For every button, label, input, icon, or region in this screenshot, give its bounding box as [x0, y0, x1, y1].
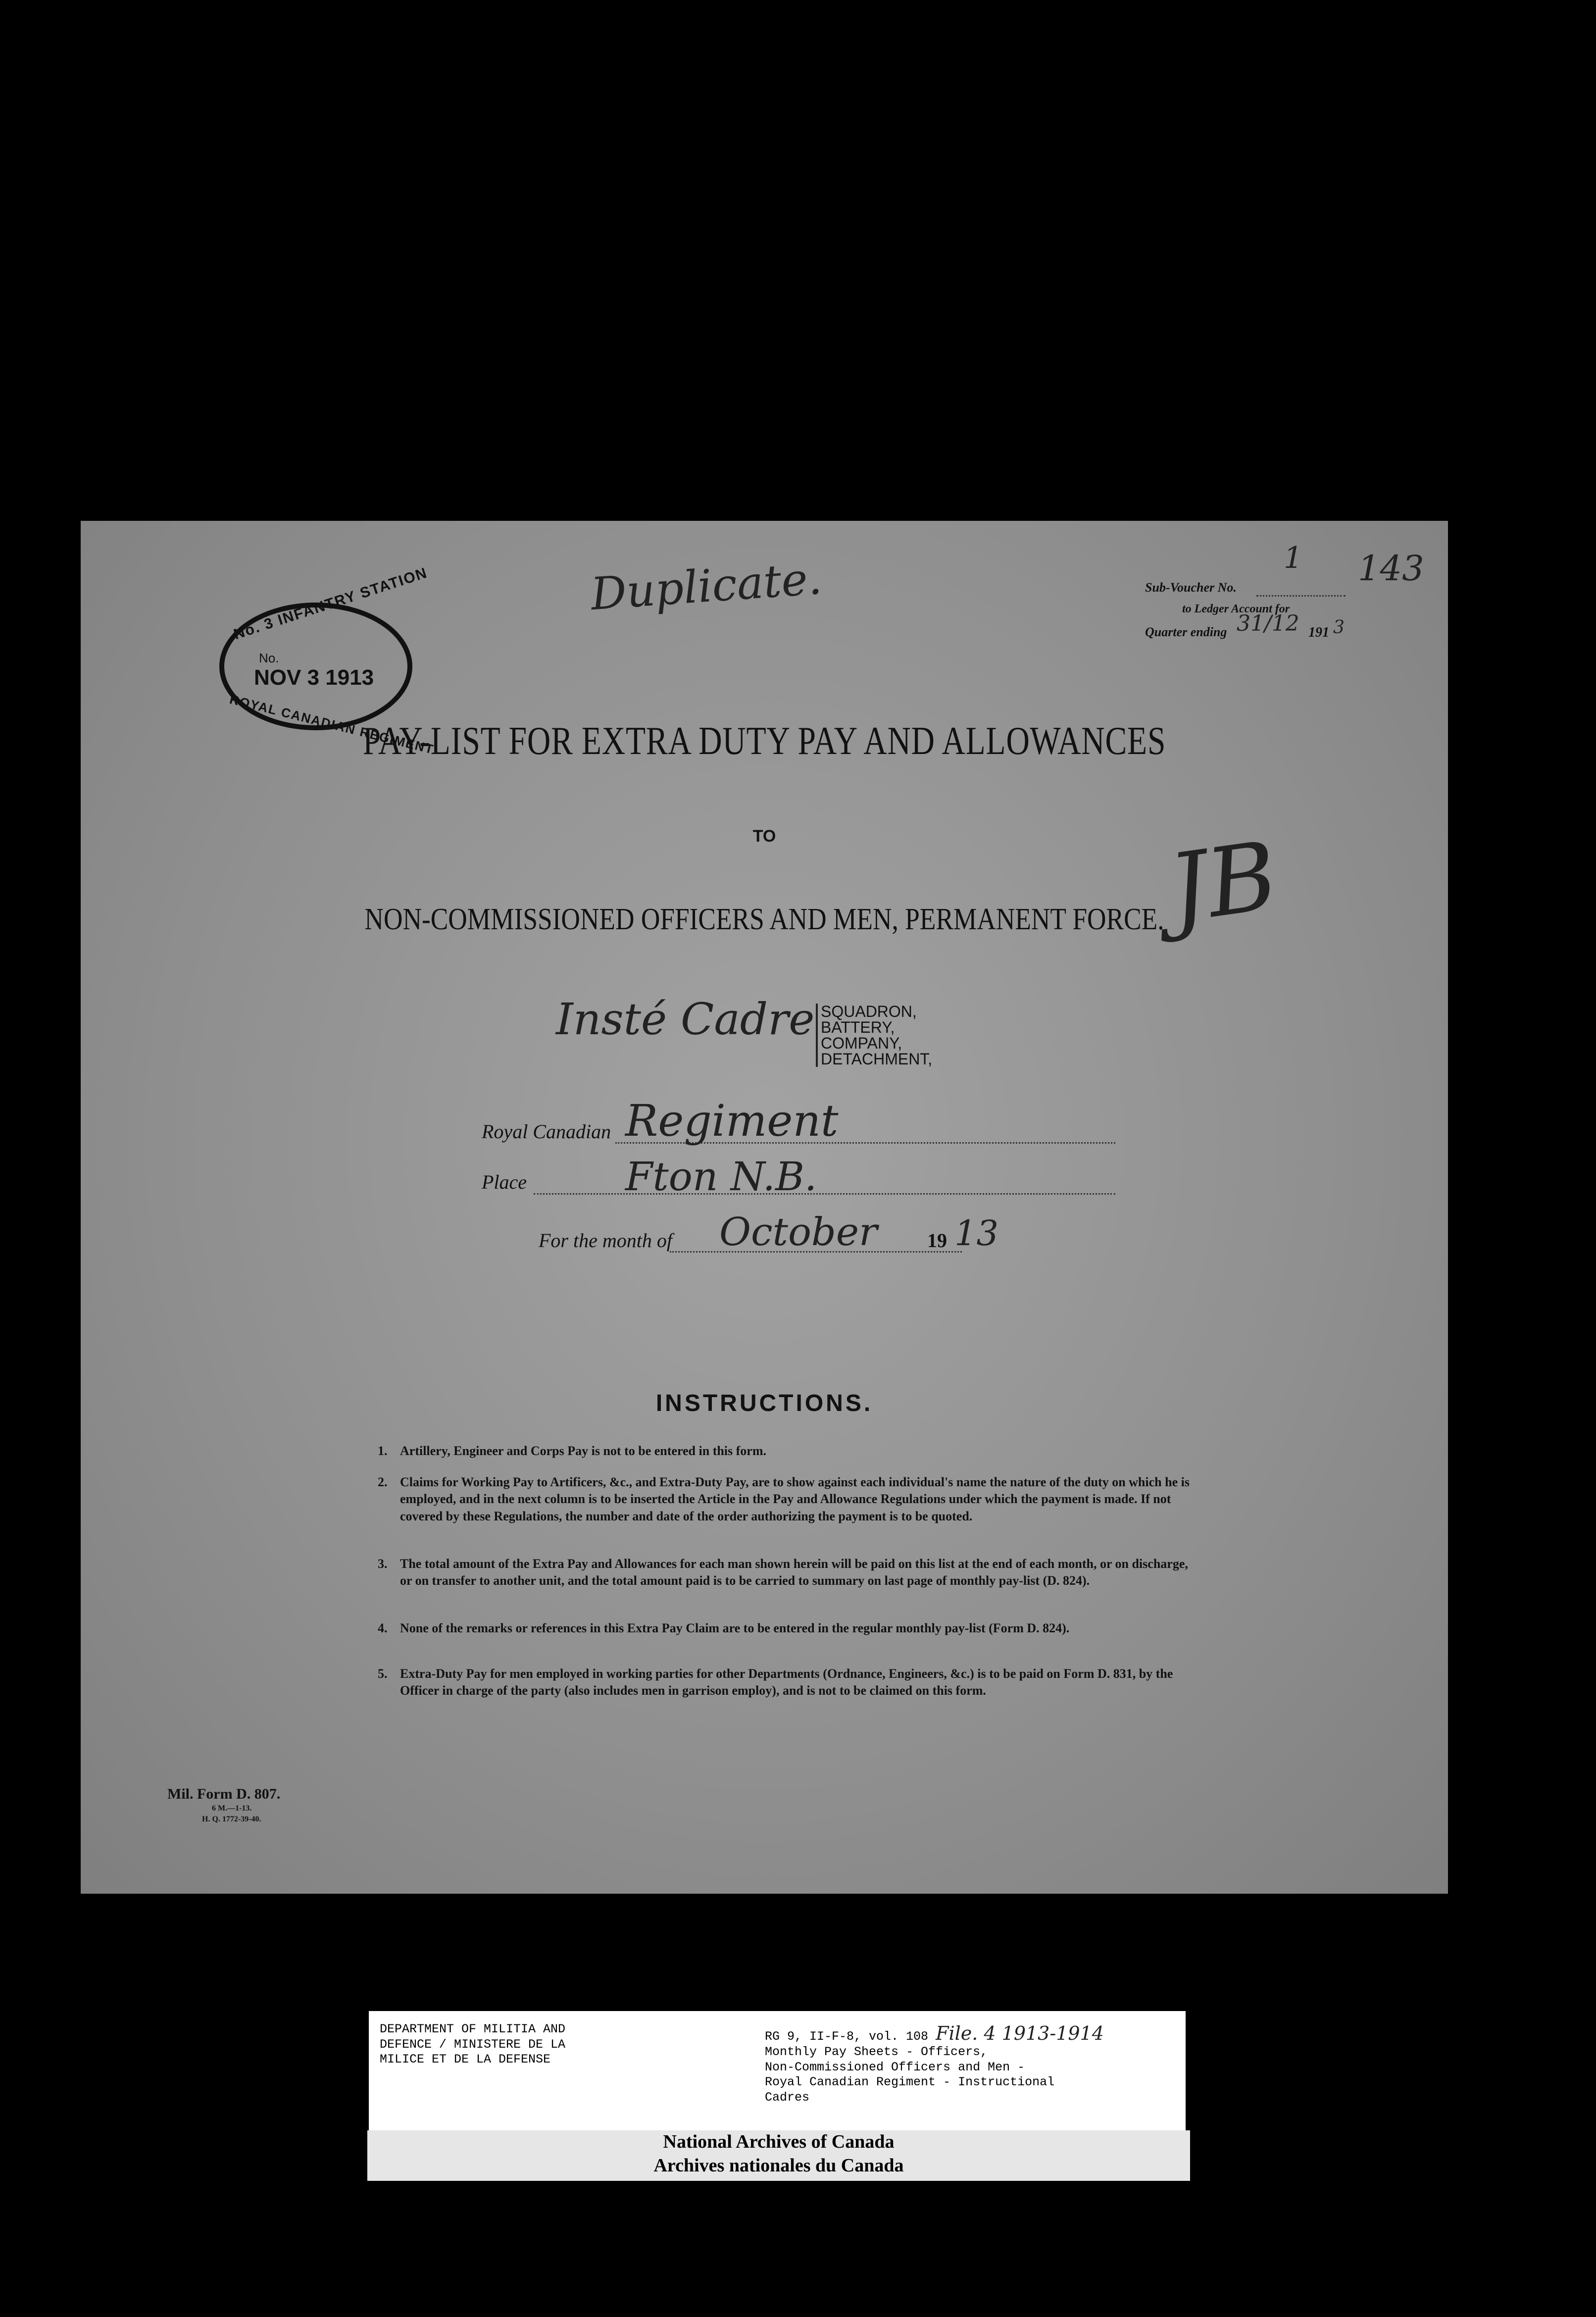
quarter-year: 191	[1308, 625, 1329, 640]
place-line	[534, 1193, 1115, 1195]
instruction-number: 1.	[378, 1444, 388, 1458]
quarter-value: 31/12	[1237, 611, 1299, 636]
archive-department-line: MILICE ET DE LA DEFENSE	[380, 2052, 551, 2066]
document-sheet	[81, 521, 1448, 1894]
title-sub: NON-COMMISSIONED OFFICERS AND MEN, PERMANENT FORCE.	[364, 903, 1164, 936]
national-archives-banner	[367, 2130, 1190, 2181]
national-archives-fr: Archives nationales du Canada	[653, 2155, 904, 2176]
stamp-top-text: No. 3 INFANTRY STATION	[232, 564, 430, 643]
archive-desc-line: Non-Commissioned Officers and Men -	[765, 2060, 1025, 2074]
archive-ref: RG 9, II-F-8, vol. 108	[765, 2029, 929, 2044]
corner-one: 1	[1284, 541, 1303, 575]
unit-option: COMPANY,	[821, 1034, 902, 1052]
title-main: PAY-LIST FOR EXTRA DUTY PAY AND ALLOWANCES	[362, 719, 1166, 763]
royal-canadian-value: Regiment	[625, 1095, 839, 1146]
archive-label	[369, 2011, 1186, 2131]
instruction-text: None of the remarks or references in this Extra Pay Claim are to be entered in the regular monthly pay-list (Form D. 824).	[400, 1621, 1070, 1635]
archive-desc-line: Royal Canadian Regiment - Instructional	[765, 2075, 1055, 2090]
form-sub2: H. Q. 1772-39-40.	[202, 1815, 261, 1823]
instruction-item	[378, 1474, 1192, 1525]
unit-option: DETACHMENT,	[821, 1050, 933, 1068]
month-year-suffix: 13	[954, 1213, 999, 1254]
month-label: For the month of	[539, 1229, 672, 1252]
unit-option: SQUADRON,	[821, 1003, 917, 1020]
instructions-heading: INSTRUCTIONS.	[655, 1390, 873, 1416]
month-year: 19	[927, 1229, 947, 1252]
sub-voucher-label: Sub-Voucher No.	[1145, 580, 1237, 595]
instruction-number: 2.	[378, 1475, 388, 1489]
instruction-text: Claims for Working Pay to Artificers, &c., and Extra-Duty Pay, are to show against each individual's name the nature of the duty on which he is employed, and in the next column is to be inserted the Article in the Pay and Allowance Regulations under which the payment is made. If not covered by these Regulations, the number and date of the order authorizing the payment is to be quoted.	[400, 1475, 1190, 1523]
instruction-item	[378, 1620, 1192, 1637]
instruction-text: The total amount of the Extra Pay and Allowances for each man shown herein will be paid on this list at the end of each month, or on discharge, or on transfer to another unit, and the total amount paid is to be carried to summary on last page of monthly pay-list (D. 824).	[400, 1557, 1188, 1588]
form-label: Mil. Form D. 807.	[167, 1786, 281, 1802]
instruction-text: Artillery, Engineer and Corps Pay is not to be entered in this form.	[400, 1444, 767, 1458]
quarter-label: Quarter ending	[1145, 625, 1227, 639]
stamp-no: No.	[259, 651, 279, 665]
instruction-number: 4.	[378, 1621, 388, 1635]
archive-reference	[765, 2022, 1104, 2105]
quarter-year-suffix: 3	[1333, 617, 1345, 638]
instruction-number: 3.	[378, 1557, 388, 1571]
archive-department-line: DEFENCE / MINISTERE DE LA	[380, 2037, 566, 2052]
royal-canadian-label: Royal Canadian	[482, 1120, 611, 1143]
initials: JB	[1162, 821, 1284, 944]
unit-handwritten: Insté Cadre	[556, 994, 815, 1045]
instruction-item	[378, 1556, 1192, 1590]
archive-department	[380, 2022, 565, 2067]
corner-number: 143	[1358, 548, 1424, 589]
ledger-label: to Ledger Account for	[1182, 603, 1290, 615]
instruction-number: 5.	[378, 1666, 388, 1681]
place-label: Place	[482, 1171, 527, 1193]
instruction-item	[378, 1443, 1192, 1460]
stamp-bottom-text: ROYAL CANADIAN REGIMENT	[228, 692, 436, 757]
archive-file-handwritten: File. 4 1913-1914	[936, 2022, 1104, 2044]
stamp-date: NOV 3 1913	[254, 665, 374, 690]
instruction-text: Extra-Duty Pay for men employed in working parties for other Departments (Ordnance, Engineers, &c.) is to be paid on Form D. 831, by the Officer in charge of the party (also includes men in garrison employ), and is not to be claimed on this form.	[400, 1666, 1173, 1698]
archive-department-line: DEPARTMENT OF MILITIA AND	[380, 2022, 566, 2036]
form-sub1: 6 M.—1-13.	[212, 1804, 252, 1813]
unit-options	[816, 1004, 932, 1067]
place-value: Fton N.B.	[625, 1154, 817, 1200]
national-archives-en: National Archives of Canada	[663, 2131, 895, 2152]
archive-desc-line: Cadres	[765, 2090, 810, 2105]
duplicate-note: Duplicate.	[589, 552, 824, 621]
unit-option: BATTERY,	[821, 1018, 895, 1036]
instruction-item	[378, 1665, 1192, 1700]
title-to: TO	[752, 827, 776, 846]
archive-desc-line: Monthly Pay Sheets - Officers,	[765, 2045, 988, 2060]
month-value: October	[719, 1210, 878, 1255]
sub-voucher-line	[1256, 595, 1346, 597]
